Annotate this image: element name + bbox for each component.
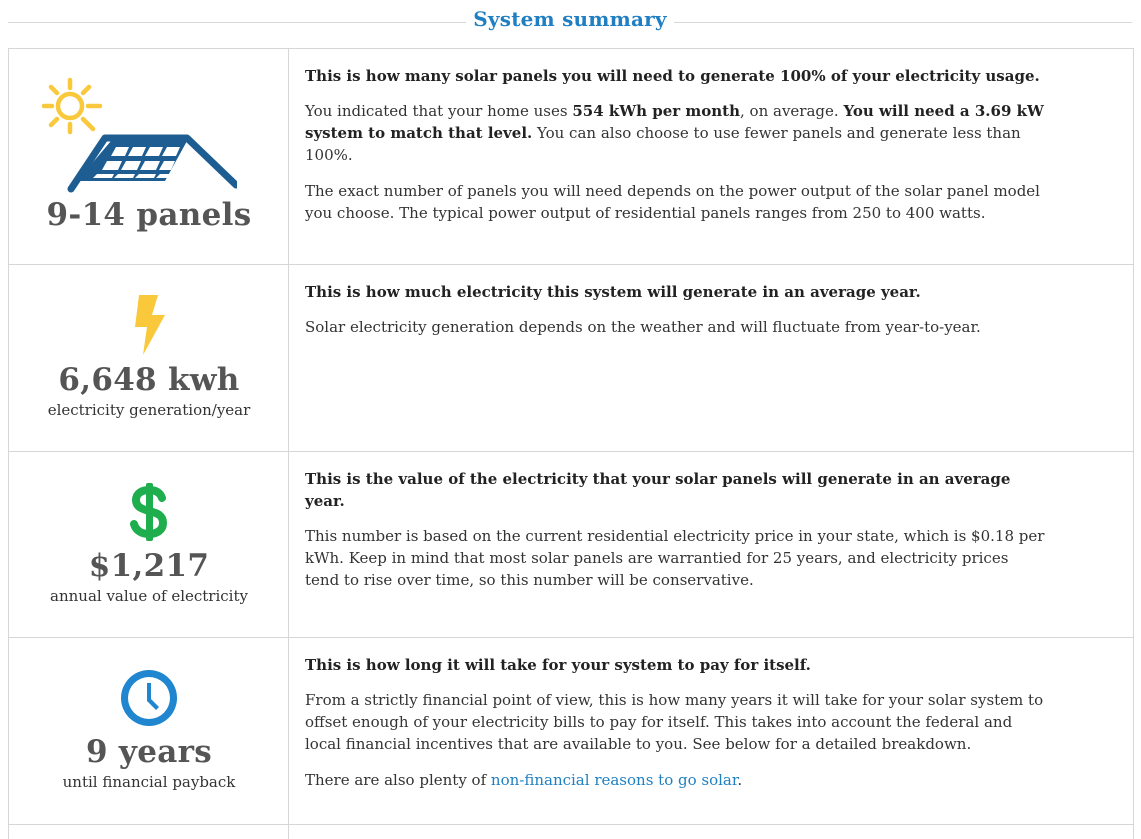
metric-value: 6,648 kwh <box>58 362 240 398</box>
description-paragraph <box>305 769 1045 791</box>
description-heading: This is the value of the electricity that your solar panels will generate in an average year. <box>305 470 1011 510</box>
section-heading <box>0 0 1141 44</box>
summary-metric-value <box>9 452 289 637</box>
summary-description-generation <box>289 265 1133 451</box>
description-heading: This is how many solar panels you will need to generate 100% of your electricity usage. <box>305 67 1040 85</box>
text-segment: You can also choose to use fewer panels and generate less than 100%. <box>305 124 1021 164</box>
summary-row-next <box>9 825 1133 839</box>
metric-sublabel: annual value of electricity <box>50 587 248 605</box>
text-segment: . <box>737 771 743 789</box>
summary-row-panels <box>9 49 1133 265</box>
summary-metric-next <box>9 825 289 839</box>
summary-description-payback <box>289 638 1133 824</box>
summary-row-generation <box>9 265 1133 452</box>
description-paragraph: This number is based on the current residential electricity price in your state, which is $0.18 per kWh. Keep in mind that most solar panels are warrantied for 25 years, and electricity prices tend to rise over time, so this number will be conservative. <box>305 527 1045 589</box>
non-financial-reasons-link[interactable]: non-financial reasons to go solar <box>490 771 738 789</box>
heading-divider-left <box>8 22 466 23</box>
heading-divider-right <box>674 22 1132 23</box>
summary-description-panels <box>289 49 1133 264</box>
description-heading: This is how long it will take for your system to pay for itself. <box>305 656 811 674</box>
description-paragraph: The exact number of panels you will need depends on the power output of the solar panel model you choose. The typical power output of residential panels ranges from 250 to 400 watts. <box>305 182 1040 222</box>
summary-row-value <box>9 452 1133 638</box>
text-segment: , on average. <box>740 102 844 120</box>
text-segment: There are also plenty of <box>305 771 491 789</box>
section-title: System summary <box>473 7 667 31</box>
text-segment: You indicated that your home uses <box>305 102 573 120</box>
metric-value: 9 years <box>85 734 213 770</box>
description-heading: This is how much electricity this system will generate in an average year. <box>305 283 921 301</box>
summary-row-payback <box>9 638 1133 825</box>
summary-description-next <box>289 825 1133 839</box>
solar-panel-icon <box>37 77 237 197</box>
description-paragraph: Solar electricity generation depends on the weather and will fluctuate from year-to-year. <box>305 318 981 336</box>
summary-description-value <box>289 452 1133 637</box>
description-paragraph <box>305 100 1045 166</box>
clock-icon <box>120 669 178 727</box>
summary-metric-generation <box>9 265 289 451</box>
system-size-statement: You will need a 3.69 kW system to match that level. <box>305 102 1044 142</box>
dollar-sign-icon <box>127 481 171 543</box>
metric-value: $1,217 <box>88 548 210 584</box>
lightning-bolt-icon <box>127 293 171 357</box>
description-paragraph: From a strictly financial point of view, this is how many years it will take for your solar system to offset enough of your electricity bills to pay for itself. This takes into account the federal and local financial incentives that are available to you. See below for a detailed breakdown. <box>305 691 1044 753</box>
metric-sublabel: until financial payback <box>62 773 236 791</box>
summary-metric-panels <box>9 49 289 264</box>
metric-value: 9-14 panels <box>46 197 252 233</box>
summary-metric-payback <box>9 638 289 824</box>
monthly-usage-value: 554 kWh per month <box>572 102 741 120</box>
metric-sublabel: electricity generation/year <box>47 401 251 419</box>
summary-table <box>8 48 1134 839</box>
